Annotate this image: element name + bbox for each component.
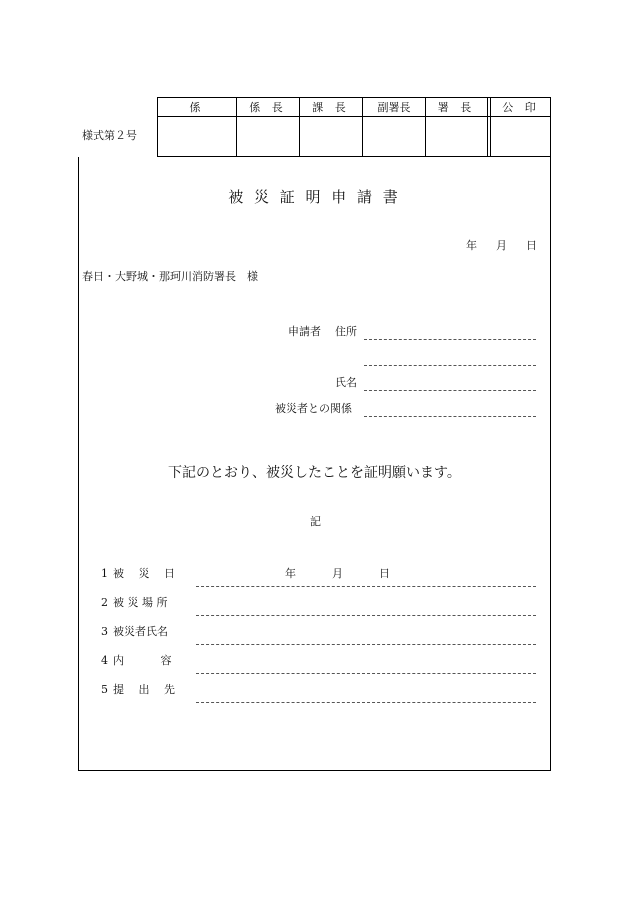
name-field-line[interactable] — [364, 390, 536, 391]
form-number: 様式第２号 — [82, 129, 137, 142]
stamp-header-official-seal: 公 印 — [502, 101, 540, 114]
item-label-victim-name: 被災者氏名 — [113, 625, 168, 638]
ki-heading: 記 — [310, 515, 321, 528]
stamp-cell[interactable] — [237, 117, 299, 157]
disaster-date-field-line[interactable] — [196, 586, 536, 587]
approval-stamp-table — [157, 97, 551, 157]
item-label-disaster-place: 被 災 場 所 — [113, 596, 168, 609]
stamp-header-fukushocho: 副署長 — [377, 101, 411, 114]
address-field-line-1[interactable] — [364, 339, 536, 340]
form-title: 被 災 証 明 申 請 書 — [228, 188, 401, 206]
address-label: 住所 — [335, 325, 357, 338]
item-number: 4 — [101, 654, 108, 667]
relation-label: 被災者との関係 — [275, 402, 352, 415]
stamp-header-shocho: 署 長 — [437, 101, 476, 114]
stamp-header-kakaricho: 係 長 — [249, 101, 287, 114]
date-day-label: 日 — [526, 239, 537, 252]
disaster-place-field-line[interactable] — [196, 615, 536, 616]
stamp-cell[interactable] — [158, 117, 236, 157]
form-frame — [78, 157, 551, 771]
date-month-label: 月 — [496, 239, 507, 252]
item-number: 5 — [101, 683, 108, 696]
item-number: 3 — [101, 625, 108, 638]
addressee: 春日・大野城・那珂川消防署長 様 — [82, 270, 258, 283]
stamp-header-kakari: 係 — [189, 101, 205, 114]
item-number: 2 — [101, 596, 108, 609]
address-field-line-2[interactable] — [364, 365, 536, 366]
stamp-cell[interactable] — [300, 117, 362, 157]
stamp-cell[interactable] — [363, 117, 425, 157]
item-label-disaster-date: 被 災 日 — [113, 567, 175, 580]
disaster-date-day-label: 日 — [379, 567, 390, 580]
statement: 下記のとおり、被災したことを証明願います。 — [168, 465, 461, 481]
item-label-submit-to: 提 出 先 — [113, 683, 175, 696]
stamp-cell[interactable] — [426, 117, 487, 157]
stamp-cell[interactable] — [491, 117, 551, 157]
name-label: 氏名 — [335, 376, 357, 389]
date-year-label: 年 — [466, 239, 477, 252]
item-label-contents: 内 容 — [113, 654, 172, 667]
disaster-date-year-label: 年 — [285, 567, 296, 580]
relation-field-line[interactable] — [364, 416, 536, 417]
victim-name-field-line[interactable] — [196, 644, 536, 645]
item-number: 1 — [101, 567, 108, 580]
applicant-label: 申請者 — [288, 325, 321, 338]
stamp-header-kacho: 課 長 — [312, 101, 350, 114]
disaster-date-month-label: 月 — [332, 567, 343, 580]
stamp-column-divider — [487, 98, 488, 156]
contents-field-line[interactable] — [196, 673, 536, 674]
submit-to-field-line[interactable] — [196, 702, 536, 703]
